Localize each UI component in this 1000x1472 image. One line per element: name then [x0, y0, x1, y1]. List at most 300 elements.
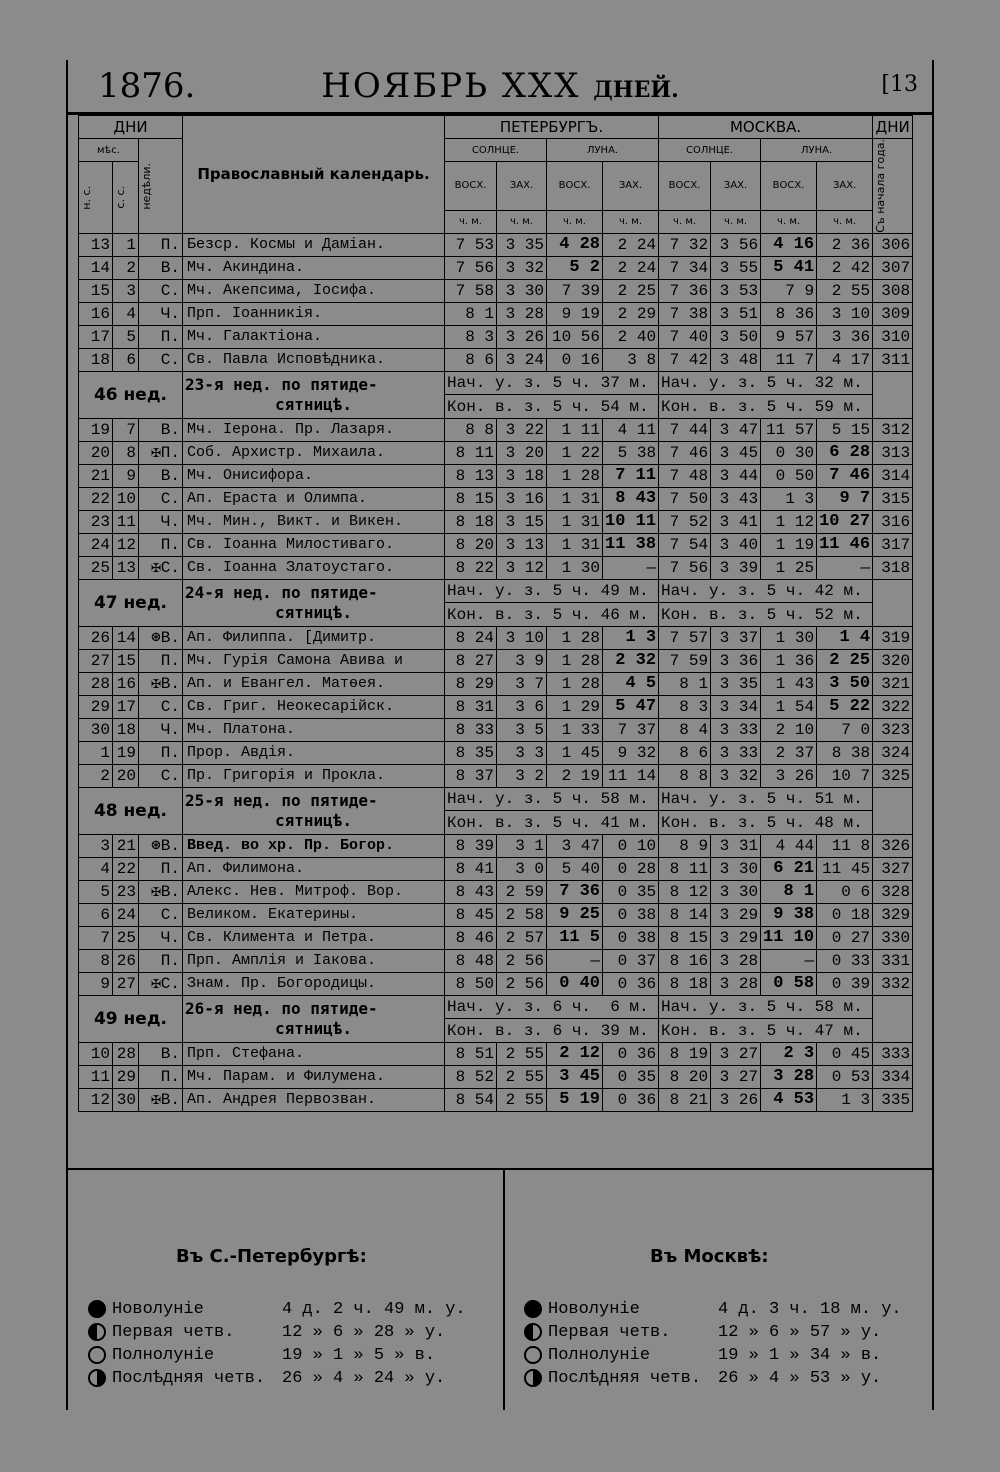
moon-phase-time: 26 » 4 » 53 » у.: [718, 1369, 882, 1388]
day-old-style: 15: [113, 649, 139, 672]
pb-moonrise: —: [547, 949, 603, 972]
ms-moonrise: 11 57: [761, 418, 817, 441]
day-of-year: 318: [873, 556, 913, 579]
rise-header: ВОСХ.: [547, 162, 603, 211]
saint-name: Ап. Андрея Первозван.: [183, 1088, 445, 1111]
ms-sunset: 3 29: [711, 926, 761, 949]
full-moon-icon: [88, 1346, 106, 1364]
weekday: ✠В.: [139, 672, 183, 695]
day-new-style: 22: [79, 487, 113, 510]
table-row: [79, 441, 913, 464]
weekday: В.: [139, 256, 183, 279]
day-old-style: 5: [113, 325, 139, 348]
ms-moonset: 4 17: [817, 348, 873, 371]
city-title-petersburg: Въ С.-Петербургѣ:: [176, 1246, 367, 1267]
weekday: ⊛В.: [139, 834, 183, 857]
day-old-style: 4: [113, 302, 139, 325]
ms-moonset: 3 36: [817, 325, 873, 348]
table-row: [79, 418, 913, 441]
day-old-style: 29: [113, 1065, 139, 1088]
ms-moonrise: 6 21: [761, 857, 817, 880]
pb-moonrise: 1 28: [547, 626, 603, 649]
day-of-year: 331: [873, 949, 913, 972]
saint-name: Прп. Іоанникія.: [183, 302, 445, 325]
table-row: [79, 857, 913, 880]
ms-sunset: 3 56: [711, 233, 761, 256]
saint-name: Соб. Архистр. Михаила.: [183, 441, 445, 464]
ms-moonset: 5 22: [817, 695, 873, 718]
pb-sunset: 3 13: [497, 533, 547, 556]
saint-name: Великом. Екатерины.: [183, 903, 445, 926]
pb-moonset: 2 25: [603, 279, 659, 302]
weekday: В.: [139, 418, 183, 441]
set-header: ЗАХ.: [817, 162, 873, 211]
ms-sunrise: 8 14: [659, 903, 711, 926]
pb-sunset: 3 32: [497, 256, 547, 279]
hm-header: ч. м.: [603, 210, 659, 233]
pb-moonrise: 1 29: [547, 695, 603, 718]
ms-sunrise: 7 38: [659, 302, 711, 325]
pb-sunrise: 8 11: [445, 441, 497, 464]
pb-sunset: 2 55: [497, 1042, 547, 1065]
ms-sunset: 3 36: [711, 649, 761, 672]
day-of-year: 328: [873, 880, 913, 903]
ms-sunrise: 7 44: [659, 418, 711, 441]
ms-twilight-start: Нач. у. з. 5 ч. 51 м.: [659, 787, 873, 811]
table-row: [79, 302, 913, 325]
pb-sunrise: 8 51: [445, 1042, 497, 1065]
pb-twilight-start: Нач. у. з. 5 ч. 37 м.: [445, 371, 659, 395]
pb-twilight-end: Кон. в. з. 5 ч. 41 м.: [445, 811, 659, 835]
saint-name: Св. Павла Исповѣдника.: [183, 348, 445, 371]
ms-sunrise: 8 15: [659, 926, 711, 949]
day-old-style: 20: [113, 764, 139, 787]
pb-moonset: 7 37: [603, 718, 659, 741]
pb-moonset: 3 8: [603, 348, 659, 371]
ms-moonset: 11 46: [817, 533, 873, 556]
weekday: П.: [139, 857, 183, 880]
ms-sunset: 3 29: [711, 903, 761, 926]
weekday: С.: [139, 279, 183, 302]
day-new-style: 26: [79, 626, 113, 649]
ms-sunrise: 8 21: [659, 1088, 711, 1111]
week-title-line1: 24-я нед. по пятиде-: [185, 582, 378, 602]
pb-sunset: 2 59: [497, 880, 547, 903]
week-title: [183, 371, 445, 418]
saint-name: Св. Климента и Петра.: [183, 926, 445, 949]
weekday: ✠П.: [139, 441, 183, 464]
ms-moonrise: 4 16: [761, 233, 817, 256]
table-row: [79, 233, 913, 256]
days-header: ДНИ: [79, 116, 183, 139]
pb-sunset: 3 16: [497, 487, 547, 510]
ms-sunrise: 8 11: [659, 857, 711, 880]
saint-name: Мч. Гурія Самона Авива и: [183, 649, 445, 672]
ms-sunset: 3 43: [711, 487, 761, 510]
ms-sunrise: 8 1: [659, 672, 711, 695]
pb-sunset: 3 30: [497, 279, 547, 302]
ms-sunset: 3 50: [711, 325, 761, 348]
day-of-year: 323: [873, 718, 913, 741]
month-days: ДНЕЙ.: [593, 77, 679, 103]
pb-sunrise: 8 50: [445, 972, 497, 995]
table-row: [79, 325, 913, 348]
ms-moonset: 0 6: [817, 880, 873, 903]
pb-sunrise: 8 31: [445, 695, 497, 718]
moon-phase-row: [524, 1344, 902, 1367]
week-title-line2: сятницѣ.: [274, 602, 353, 622]
table-row: [79, 764, 913, 787]
table-row: [79, 348, 913, 371]
ms-twilight-end: Кон. в. з. 5 ч. 48 м.: [659, 811, 873, 835]
pb-sunset: 3 5: [497, 718, 547, 741]
weekday: ✠В.: [139, 1088, 183, 1111]
pb-sunrise: 8 13: [445, 464, 497, 487]
day-old-style: 22: [113, 857, 139, 880]
ms-sunset: 3 33: [711, 718, 761, 741]
pb-sunset: 3 24: [497, 348, 547, 371]
ms-sunrise: 8 20: [659, 1065, 711, 1088]
pb-sunrise: 8 1: [445, 302, 497, 325]
pb-sunset: 3 0: [497, 857, 547, 880]
ms-sunrise: 8 6: [659, 741, 711, 764]
saint-name: Мч. Акепсима, Іосифа.: [183, 279, 445, 302]
ms-sunset: 3 32: [711, 764, 761, 787]
day-new-style: 25: [79, 556, 113, 579]
ms-sunset: 3 35: [711, 672, 761, 695]
ms-moonrise: 3 26: [761, 764, 817, 787]
day-new-style: 17: [79, 325, 113, 348]
weekday: П.: [139, 741, 183, 764]
weekday: Ч.: [139, 510, 183, 533]
weekday: С.: [139, 487, 183, 510]
ms-sunrise: 7 57: [659, 626, 711, 649]
ms-sun-header: СОЛНЦЕ.: [659, 139, 761, 162]
ms-moonset: 10 7: [817, 764, 873, 787]
week-number: 47 нед.: [79, 579, 183, 626]
pb-moonset: 4 11: [603, 418, 659, 441]
ms-moonset: 3 50: [817, 672, 873, 695]
pb-sunrise: 8 39: [445, 834, 497, 857]
ms-moonrise: 0 50: [761, 464, 817, 487]
moon-phase-time: 4 д. 3 ч. 18 м. у.: [718, 1300, 902, 1319]
ms-moonrise: 1 43: [761, 672, 817, 695]
pb-moonrise: 0 16: [547, 348, 603, 371]
week-title-line1: 23-я нед. по пятиде-: [185, 374, 378, 394]
day-new-style: 9: [79, 972, 113, 995]
saint-name: Св. Іоанна Златоустаго.: [183, 556, 445, 579]
table-row: [79, 741, 913, 764]
ms-moonset: 7 0: [817, 718, 873, 741]
pb-sunset: 3 26: [497, 325, 547, 348]
day-old-style: 26: [113, 949, 139, 972]
ms-sunrise: 8 19: [659, 1042, 711, 1065]
day-of-year: 322: [873, 695, 913, 718]
week-title-line1: 26-я нед. по пятиде-: [185, 998, 378, 1018]
pb-moonset: 2 29: [603, 302, 659, 325]
moon-phase-row: [88, 1344, 466, 1367]
moon-phase-row: [524, 1321, 902, 1344]
weekday: ✠С.: [139, 972, 183, 995]
day-old-style: 30: [113, 1088, 139, 1111]
ms-moonset: 0 18: [817, 903, 873, 926]
moon-phase-row: [88, 1367, 466, 1390]
day-of-year: 308: [873, 279, 913, 302]
week-title-line1: 25-я нед. по пятиде-: [185, 790, 378, 810]
saint-name: Алекс. Нев. Митроф. Вор.: [183, 880, 445, 903]
week-number: 49 нед.: [79, 995, 183, 1042]
pb-moonrise: 5 2: [547, 256, 603, 279]
ms-moonrise: 1 54: [761, 695, 817, 718]
ms-twilight-start: Нач. у. з. 5 ч. 42 м.: [659, 579, 873, 603]
table-row: [79, 1065, 913, 1088]
last-quarter-icon: [88, 1369, 106, 1387]
day-of-year: 330: [873, 926, 913, 949]
day-old-style: 12: [113, 533, 139, 556]
pb-sunset: 3 15: [497, 510, 547, 533]
saint-name: Прп. Амплія и Іакова.: [183, 949, 445, 972]
table-row: [79, 279, 913, 302]
ms-moonrise: 11 10: [761, 926, 817, 949]
ms-twilight-end: Кон. в. з. 5 ч. 47 м.: [659, 1019, 873, 1043]
ms-moon-header: ЛУНА.: [761, 139, 873, 162]
moon-phase-time: 19 » 1 » 34 » в.: [718, 1346, 882, 1365]
table-row: [79, 487, 913, 510]
pb-moonset: 2 32: [603, 649, 659, 672]
week-title: [183, 995, 445, 1042]
day-new-style: 3: [79, 834, 113, 857]
pb-sunrise: 8 20: [445, 533, 497, 556]
moon-phase-name: Первая четв.: [548, 1323, 671, 1342]
pb-sunset: 2 55: [497, 1065, 547, 1088]
pb-sunrise: 8 18: [445, 510, 497, 533]
week-row: [79, 579, 913, 603]
ms-sunset: 3 30: [711, 857, 761, 880]
pb-moonrise: 9 25: [547, 903, 603, 926]
hm-header: ч. м.: [547, 210, 603, 233]
table-row: [79, 903, 913, 926]
ms-sunrise: 8 3: [659, 695, 711, 718]
day-old-style: 8: [113, 441, 139, 464]
ms-moonrise: 2 10: [761, 718, 817, 741]
hm-header: ч. м.: [445, 210, 497, 233]
ms-sunset: 3 41: [711, 510, 761, 533]
new-moon-icon: [88, 1300, 106, 1318]
hm-header: ч. м.: [817, 210, 873, 233]
day-old-style: 1: [113, 233, 139, 256]
ms-moonset: —: [817, 556, 873, 579]
calendar-table: [78, 115, 913, 1112]
empty-cell: [873, 371, 913, 418]
ms-moonset: 8 38: [817, 741, 873, 764]
month-header: мѣс.: [79, 139, 139, 162]
ms-moonrise: 9 38: [761, 903, 817, 926]
saint-name: Мч. Мин., Викт. и Викен.: [183, 510, 445, 533]
pb-sunrise: 7 53: [445, 233, 497, 256]
ms-sunrise: 8 8: [659, 764, 711, 787]
day-new-style: 6: [79, 903, 113, 926]
table-row: [79, 1088, 913, 1111]
pb-moonrise: 2 19: [547, 764, 603, 787]
table-row: [79, 695, 913, 718]
ms-moonrise: 4 53: [761, 1088, 817, 1111]
ms-sunrise: 8 4: [659, 718, 711, 741]
pb-moonset: 5 47: [603, 695, 659, 718]
ms-sunset: 3 39: [711, 556, 761, 579]
pb-sunrise: 8 6: [445, 348, 497, 371]
pb-sunrise: 8 52: [445, 1065, 497, 1088]
ms-moonset: 0 45: [817, 1042, 873, 1065]
set-header: ЗАХ.: [711, 162, 761, 211]
pb-sunrise: 8 27: [445, 649, 497, 672]
pb-sunrise: 8 29: [445, 672, 497, 695]
table-row: [79, 926, 913, 949]
calendar-header: Православный календарь.: [183, 116, 445, 234]
table-row: [79, 510, 913, 533]
moon-phase-row: [88, 1298, 466, 1321]
day-of-year: 333: [873, 1042, 913, 1065]
day-new-style: 7: [79, 926, 113, 949]
rise-header: ВОСХ.: [445, 162, 497, 211]
ms-sunrise: 7 59: [659, 649, 711, 672]
pb-sunset: 2 56: [497, 949, 547, 972]
day-old-style: 3: [113, 279, 139, 302]
moon-phase-name: Послѣдняя четв.: [112, 1369, 266, 1388]
pb-twilight-end: Кон. в. з. 5 ч. 54 м.: [445, 395, 659, 419]
pb-moonrise: 0 40: [547, 972, 603, 995]
table-row: [79, 949, 913, 972]
pb-moonset: 0 36: [603, 972, 659, 995]
weekday: П.: [139, 533, 183, 556]
ms-sunrise: 7 54: [659, 533, 711, 556]
pb-sunset: 3 7: [497, 672, 547, 695]
table-row: [79, 718, 913, 741]
ms-sunrise: 7 32: [659, 233, 711, 256]
pb-sunset: 3 35: [497, 233, 547, 256]
pb-sunset: 2 57: [497, 926, 547, 949]
ms-moonset: 2 25: [817, 649, 873, 672]
day-old-style: 6: [113, 348, 139, 371]
day-of-year: 313: [873, 441, 913, 464]
ms-moonset: 9 7: [817, 487, 873, 510]
pb-moonset: 4 5: [603, 672, 659, 695]
rise-header: ВОСХ.: [659, 162, 711, 211]
ms-moonrise: 1 30: [761, 626, 817, 649]
weekday: С.: [139, 348, 183, 371]
moon-phases-footer: [68, 1168, 932, 1410]
saint-name: Прп. Стефана.: [183, 1042, 445, 1065]
ms-sunrise: 7 48: [659, 464, 711, 487]
hm-header: ч. м.: [761, 210, 817, 233]
ss-header: с. с.: [113, 162, 139, 234]
table-row: [79, 834, 913, 857]
pb-moonset: 0 28: [603, 857, 659, 880]
day-of-year: 311: [873, 348, 913, 371]
ms-moonrise: 2 37: [761, 741, 817, 764]
ms-moonrise: 0 30: [761, 441, 817, 464]
days-right-header: ДНИ: [873, 116, 913, 139]
ms-sunrise: 8 16: [659, 949, 711, 972]
day-new-style: 21: [79, 464, 113, 487]
pb-sunset: 3 3: [497, 741, 547, 764]
weekday: П.: [139, 1065, 183, 1088]
ms-sunrise: 7 52: [659, 510, 711, 533]
day-new-style: 1: [79, 741, 113, 764]
week-number: 46 нед.: [79, 371, 183, 418]
empty-cell: [873, 579, 913, 626]
ms-sunset: 3 31: [711, 834, 761, 857]
pb-sunrise: 8 35: [445, 741, 497, 764]
pb-moonrise: 3 45: [547, 1065, 603, 1088]
pb-sunrise: 7 58: [445, 279, 497, 302]
ms-sunset: 3 27: [711, 1065, 761, 1088]
day-new-style: 5: [79, 880, 113, 903]
day-new-style: 20: [79, 441, 113, 464]
petersburg-header: ПЕТЕРБУРГЪ.: [445, 116, 659, 139]
day-of-year: 324: [873, 741, 913, 764]
pb-moonset: 0 36: [603, 1088, 659, 1111]
ms-sunset: 3 53: [711, 279, 761, 302]
moon-phase-name: Полнолуніе: [548, 1346, 651, 1365]
week-title: [183, 787, 445, 834]
pb-sunrise: 8 43: [445, 880, 497, 903]
saint-name: Мч. Онисифора.: [183, 464, 445, 487]
day-of-year: 325: [873, 764, 913, 787]
pb-moonrise: 4 28: [547, 233, 603, 256]
weekday: С.: [139, 695, 183, 718]
ms-sunset: 3 28: [711, 972, 761, 995]
day-of-year: 332: [873, 972, 913, 995]
pb-moonset: 11 38: [603, 533, 659, 556]
ms-sunset: 3 27: [711, 1042, 761, 1065]
moon-phase-time: 26 » 4 » 24 » у.: [282, 1369, 446, 1388]
weekday: П.: [139, 325, 183, 348]
week-header: недѣли.: [139, 139, 183, 234]
pb-moonset: 0 36: [603, 1042, 659, 1065]
pb-sunset: 2 55: [497, 1088, 547, 1111]
almanac-page: [66, 60, 934, 1410]
day-old-style: 11: [113, 510, 139, 533]
saint-name: Мч. Платона.: [183, 718, 445, 741]
weekday: ✠В.: [139, 880, 183, 903]
pb-twilight-end: Кон. в. з. 6 ч. 39 м.: [445, 1019, 659, 1043]
empty-cell: [873, 787, 913, 834]
ms-sunset: 3 48: [711, 348, 761, 371]
ms-sunrise: 7 36: [659, 279, 711, 302]
saint-name: Ап. и Евангел. Матѳея.: [183, 672, 445, 695]
page-header: [68, 60, 932, 115]
weekday: Ч.: [139, 926, 183, 949]
pb-moonset: 2 40: [603, 325, 659, 348]
pb-twilight-start: Нач. у. з. 6 ч. 6 м.: [445, 995, 659, 1019]
day-of-year: 315: [873, 487, 913, 510]
ms-moonrise: 7 9: [761, 279, 817, 302]
ms-sunset: 3 28: [711, 949, 761, 972]
pb-twilight-start: Нач. у. з. 5 ч. 58 м.: [445, 787, 659, 811]
day-new-style: 8: [79, 949, 113, 972]
ns-header: н. с.: [79, 162, 113, 234]
day-new-style: 27: [79, 649, 113, 672]
pb-moonset: 1 3: [603, 626, 659, 649]
moon-phase-row: [88, 1321, 466, 1344]
day-new-style: 4: [79, 857, 113, 880]
day-new-style: 18: [79, 348, 113, 371]
day-of-year: 307: [873, 256, 913, 279]
pb-moonrise: 9 19: [547, 302, 603, 325]
full-moon-icon: [524, 1346, 542, 1364]
ms-moonset: 0 33: [817, 949, 873, 972]
pb-moonset: —: [603, 556, 659, 579]
